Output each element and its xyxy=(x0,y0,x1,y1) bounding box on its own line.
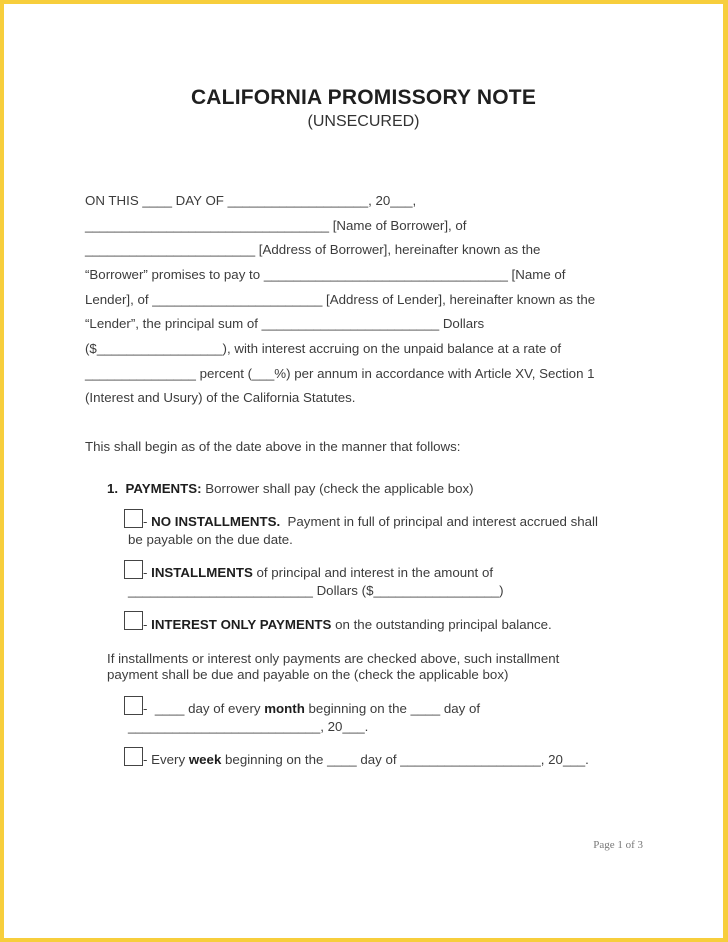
section-heading: PAYMENTS: xyxy=(125,481,202,496)
para1-line-2: _________________________________ [Name of Borrower], of xyxy=(85,218,467,233)
installments-checkbox[interactable] xyxy=(124,560,143,579)
no-installments-checkbox[interactable] xyxy=(124,509,143,528)
para2: This shall begin as of the date above in the manner that follows: xyxy=(85,439,461,454)
weekly-bold: week xyxy=(188,752,222,767)
option-dash: - xyxy=(143,514,152,529)
weekly-pre: - Every xyxy=(143,752,189,767)
weekly-line xyxy=(143,751,589,768)
monthly-pre: - ____ day of every xyxy=(143,701,265,716)
section-text: Borrower shall pay (check the applicable box) xyxy=(201,481,474,496)
weekly-checkbox[interactable] xyxy=(124,747,143,766)
para1-line-5: Lender], of _______________________ [Address of Lender], hereinafter known as the xyxy=(85,292,596,307)
para1-line-7: ($_________________), with interest accruing on the unpaid balance at a rate of xyxy=(85,341,562,356)
page-number: Page 1 of 3 xyxy=(593,839,643,851)
conditional-line-1: If installments or interest only payments are checked above, such installment xyxy=(107,651,560,666)
section-number: 1. xyxy=(107,481,119,496)
installments-line-2: _________________________ Dollars ($_________________) xyxy=(128,583,504,598)
monthly-line xyxy=(143,700,480,717)
installments-heading: INSTALLMENTS xyxy=(151,565,253,580)
para1-line-4: “Borrower” promises to pay to _________________________________ [Name of xyxy=(85,267,566,282)
monthly-checkbox[interactable] xyxy=(124,696,143,715)
conditional-line-2: payment shall be due and payable on the (check the applicable box) xyxy=(107,667,509,682)
para1-line-3: _______________________ [Address of Borrower], hereinafter known as the xyxy=(85,242,541,257)
interest-only-line xyxy=(143,616,552,633)
no-installments-line xyxy=(143,513,598,530)
section-payments-heading xyxy=(107,480,474,497)
page-subtitle: (UNSECURED) xyxy=(307,113,420,130)
page-title: CALIFORNIA PROMISSORY NOTE xyxy=(190,86,537,109)
no-installments-heading: NO INSTALLMENTS. xyxy=(151,514,281,529)
interest-only-heading: INTEREST ONLY PAYMENTS xyxy=(151,617,332,632)
monthly-bold: month xyxy=(264,701,305,716)
monthly-line-2: __________________________, 20___. xyxy=(128,719,369,734)
no-installments-line-2: be payable on the due date. xyxy=(128,532,293,547)
option-dash: - xyxy=(143,617,152,632)
option-dash: - xyxy=(143,565,152,580)
para1-line-8: _______________ percent (___%) per annum in accordance with Article XV, Section 1 xyxy=(85,366,595,381)
installments-line xyxy=(143,564,493,581)
interest-only-text: on the outstanding principal balance. xyxy=(331,617,552,632)
no-installments-text: Payment in full of principal and interest accrued shall xyxy=(280,514,598,529)
monthly-post: beginning on the ____ day of xyxy=(304,701,481,716)
weekly-post: beginning on the ____ day of ___________________, 20___. xyxy=(221,752,589,767)
para1-line-9: (Interest and Usury) of the California Statutes. xyxy=(85,390,356,405)
para1-line-1: ON THIS ____ DAY OF ___________________, 20___, xyxy=(85,193,417,208)
interest-only-checkbox[interactable] xyxy=(124,611,143,630)
document-page xyxy=(4,4,723,938)
para1-line-6: “Lender”, the principal sum of ________________________ Dollars xyxy=(85,316,485,331)
installments-text: of principal and interest in the amount of xyxy=(252,565,494,580)
